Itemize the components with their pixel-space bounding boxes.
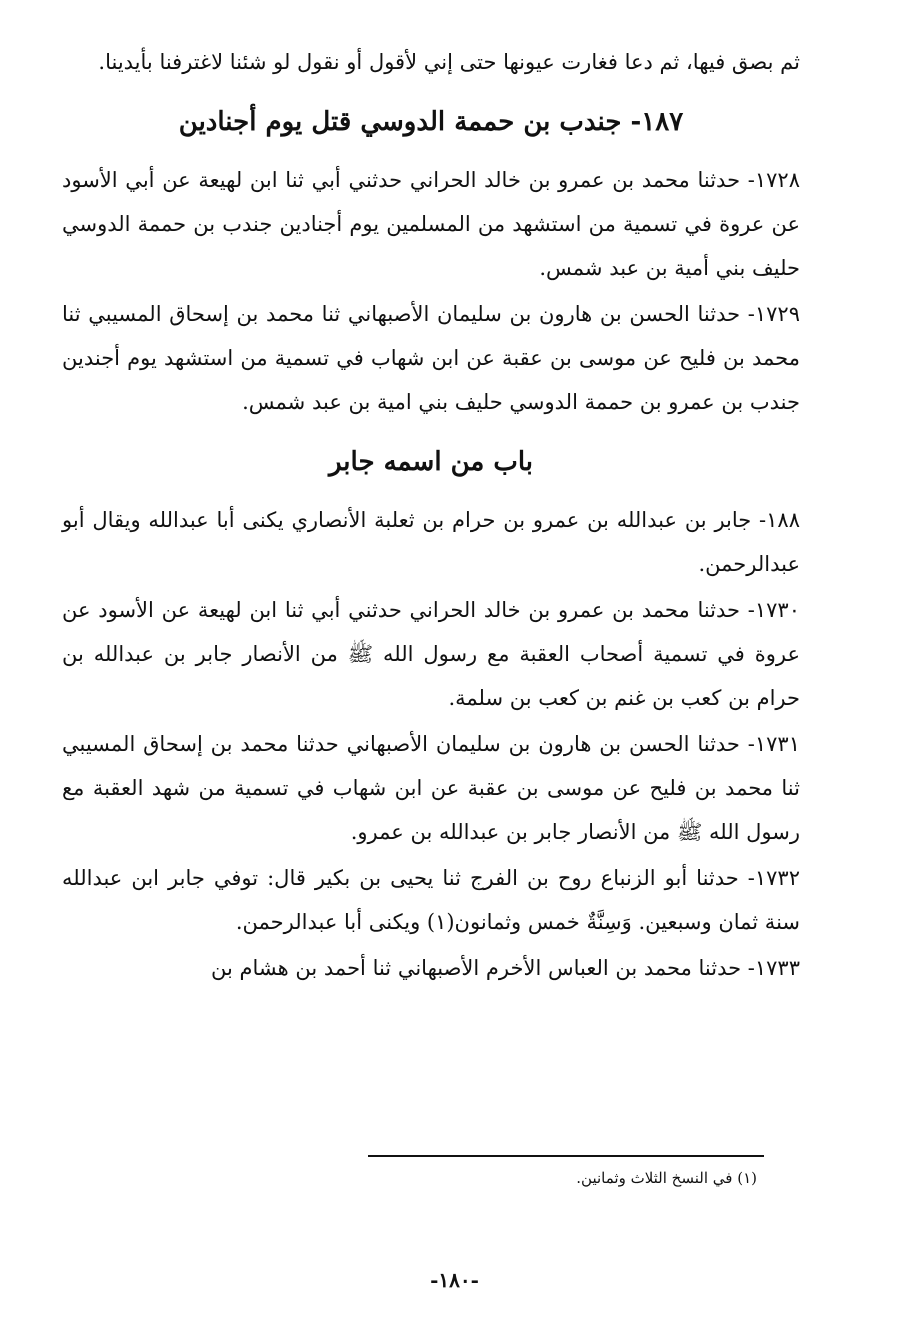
document-page <box>62 40 800 990</box>
hadith-1733: ١٧٣٣- حدثنا محمد بن العباس الأخرم الأصبهاني ثنا أحمد بن هشام بن <box>211 956 800 980</box>
section-heading-187: ١٨٧- جندب بن حممة الدوسي قتل يوم أجنادين <box>178 107 684 137</box>
entry-188: ١٨٨- جابر بن عبدالله بن عمرو بن حرام بن ثعلبة الأنصاري يكنى أبا عبدالله ويقال أبو عبدالرحمن. <box>62 508 800 576</box>
hadith-1731: ١٧٣١- حدثنا الحسن بن هارون بن سليمان الأصبهاني حدثنا محمد بن إسحاق المسيبي ثنا محمد بن فليح عن موسى بن عقبة عن ابن شهاب في تسمية من شهد العقبة مع رسول الله ﷺ من الأنصار جابر بن عبدالله بن عمرو. <box>62 732 800 844</box>
hadith-1729: ١٧٢٩- حدثنا الحسن بن هارون بن سليمان الأصبهاني ثنا محمد بن إسحاق المسيبي ثنا محمد بن فليح عن موسى بن عقبة عن ابن شهاب في تسمية من استشهد يوم أجندين جندب بن عمرو بن حممة الدوسي حليف بني امية بن عبد شمس. <box>62 302 800 414</box>
hadith-1730: ١٧٣٠- حدثنا محمد بن عمرو بن خالد الحراني حدثني أبي ثنا ابن لهيعة عن الأسود عن عروة في تسمية أصحاب العقبة مع رسول الله ﷺ من الأنصار جابر بن عبدالله بن حرام بن كعب بن غنم بن كعب بن سلمة. <box>62 598 800 710</box>
paragraph-continuation: ثم بصق فيها، ثم دعا فغارت عيونها حتى إني لأقول أو نقول لو شئنا لاغترفنا بأيدينا. <box>98 50 800 74</box>
footnote: (١) في النسخ الثلاث وثمانين. <box>576 1169 757 1187</box>
hadith-1732: ١٧٣٢- حدثنا أبو الزنباع روح بن الفرج ثنا يحيى بن بكير قال: توفي جابر ابن عبدالله سنة ثمان وسبعين. وَسِنَّةٌ خمس وثمانون(١) ويكنى أبا عبدالرحمن. <box>62 866 800 934</box>
page-number: -١٨٠- <box>430 1268 479 1292</box>
hadith-1728: ١٧٢٨- حدثنا محمد بن عمرو بن خالد الحراني حدثني أبي ثنا ابن لهيعة عن أبي الأسود عن عروة في تسمية من استشهد من المسلمين يوم أجنادين جندب بن حممة الدوسي حليف بني أمية بن عبد شمس. <box>62 168 800 280</box>
footnote-divider <box>368 1155 764 1157</box>
section-heading-jabir: باب من اسمه جابر <box>328 447 534 477</box>
